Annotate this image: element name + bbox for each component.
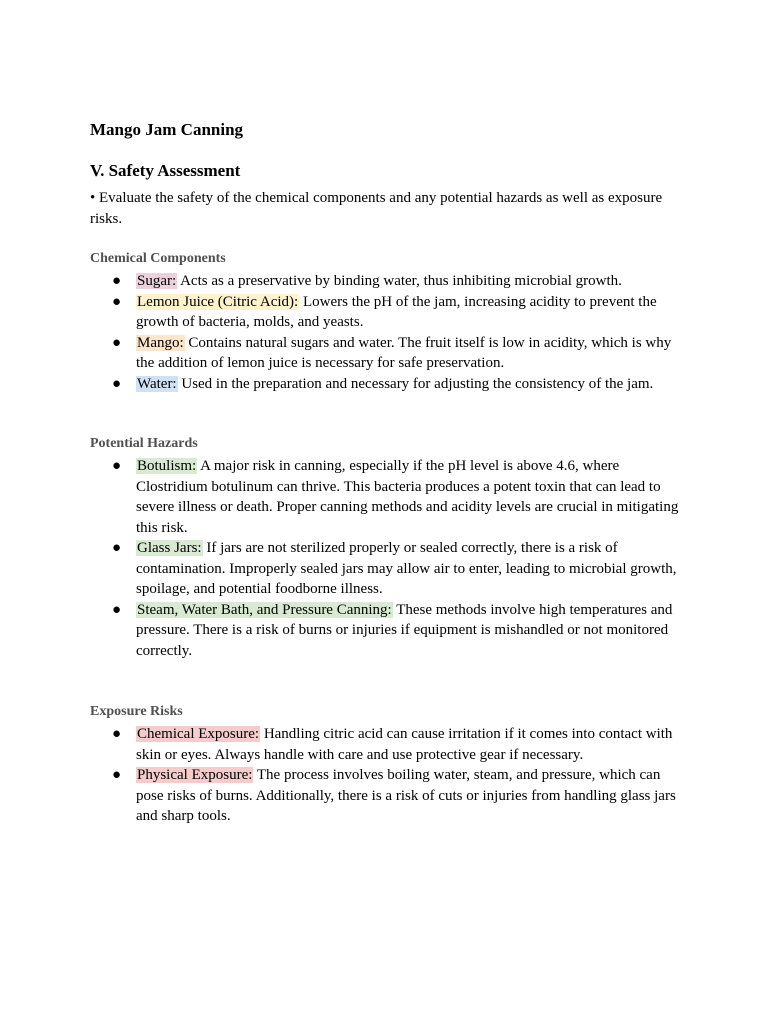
item-text: The process involves boiling water, steam, and pressure, which can pose risks of burns. Additionally, there is a risk of cuts or injuries from handling glass jars and sharp tools. [136, 767, 676, 824]
exposure-risks-list [90, 724, 680, 827]
chemical-components-heading: Chemical Components [90, 251, 226, 266]
potential-hazards-section [90, 434, 680, 661]
bullet-icon: ● [112, 458, 122, 474]
potential-hazards-heading: Potential Hazards [90, 436, 198, 451]
highlighted-term: Water: [137, 375, 177, 392]
item-text: Lowers the pH of the jam, increasing acidity to prevent the growth of bacteria, molds, and yeasts. [136, 293, 657, 330]
highlighted-term: Glass Jars: [137, 540, 202, 556]
highlighted-term: Lemon Juice (Citric Acid): [137, 293, 299, 310]
highlighted-term: Chemical Exposure: [137, 726, 260, 742]
item-text: Contains natural sugars and water. The fruit itself is low in acidity, which is why the addition of lemon juice is necessary for safe preservation. [136, 334, 672, 371]
bullet-icon: ● [112, 273, 122, 289]
highlighted-term: Physical Exposure: [137, 767, 253, 783]
bullet-icon: ● [112, 334, 122, 351]
list-item [90, 292, 680, 333]
list-item [90, 538, 680, 600]
list-item [90, 271, 680, 292]
highlighted-term: Steam, Water Bath, and Pressure Canning: [137, 601, 392, 618]
document-title: Mango Jam Canning [90, 120, 244, 139]
document-page [90, 118, 680, 827]
list-item [90, 374, 680, 395]
highlighted-term: Mango: [137, 334, 184, 351]
bullet-icon: ● [112, 601, 122, 618]
item-text: A major risk in canning, especially if the pH level is above 4.6, where Clostridium botulinum can thrive. This bacteria produces a potent toxin that can lead to severe illness or death. Proper canning methods and acidity levels are crucial in mitigating this risk. [136, 458, 679, 536]
chemical-components-list [90, 271, 680, 394]
list-item [90, 765, 680, 827]
list-item [90, 600, 680, 662]
item-text: Acts as a preservative by binding water, thus inhibiting microbial growth. [177, 273, 622, 289]
list-item [90, 724, 680, 765]
bullet-icon: ● [112, 767, 122, 783]
exposure-risks-heading: Exposure Risks [90, 704, 183, 719]
item-text: These methods involve high temperatures and pressure. There is a risk of burns or injuries if equipment is mishandled or not monitored correctly. [136, 601, 673, 659]
exposure-risks-section [90, 702, 680, 827]
bullet-icon: ● [112, 293, 122, 310]
list-item [90, 333, 680, 374]
highlighted-term: Sugar: [137, 273, 177, 289]
chemical-components-section [90, 249, 680, 394]
bullet-icon: ● [112, 726, 122, 742]
bullet-icon: ● [112, 375, 122, 392]
highlighted-term: Botulism: [137, 458, 197, 474]
intro-paragraph: • Evaluate the safety of the chemical components and any potential hazards as well as exposure risks. [90, 190, 663, 227]
section-title: V. Safety Assessment [90, 161, 241, 180]
item-text: Handling citric acid can cause irritation if it comes into contact with skin or eyes. Always handle with care and use protective gear if necessary. [136, 726, 673, 763]
item-text: If jars are not sterilized properly or sealed correctly, there is a risk of contamination. Improperly sealed jars may allow air to enter, leading to microbial growth, spoilage, and potential foodborne illness. [136, 540, 677, 597]
list-item [90, 456, 680, 538]
potential-hazards-list [90, 456, 680, 661]
bullet-icon: ● [112, 540, 122, 556]
item-text: Used in the preparation and necessary for adjusting the consistency of the jam. [177, 375, 654, 392]
